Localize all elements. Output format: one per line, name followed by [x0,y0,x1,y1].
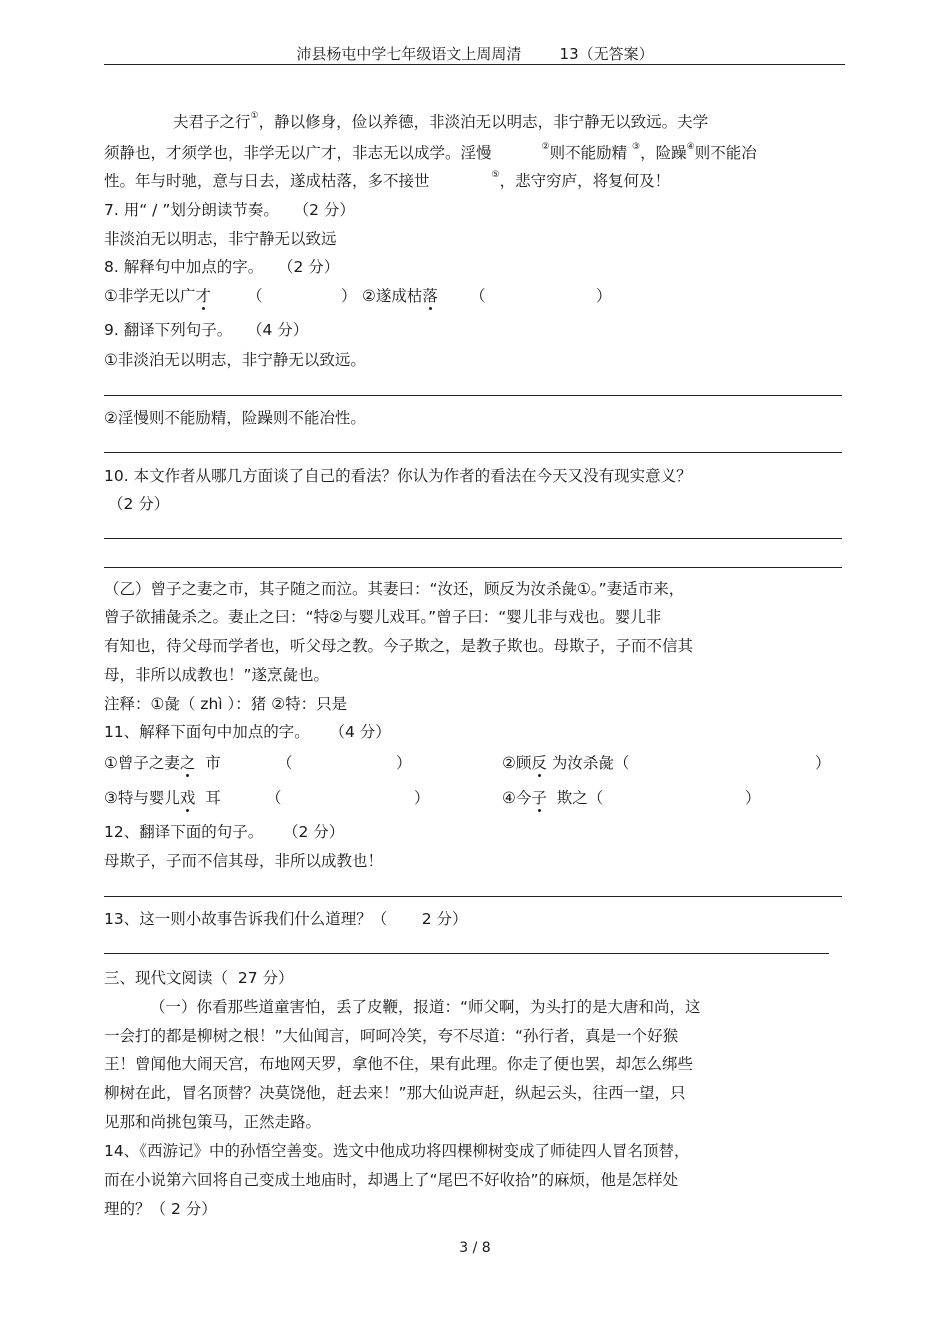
q11-blank-4-close: ） [745,789,761,807]
page-header [0,43,950,64]
q14-line-2: 而在小说第六回将自己变成土地庙时，却遇上了“尾巴不好收拾”的麻烦，他是怎样处 [104,1171,679,1189]
footnote-mark: ④ [686,142,695,152]
q11-blank-3-open: （ [266,789,282,807]
q8-item-2: ②遂成枯落 [362,287,438,305]
q11-item-2: ②顾反 为汝杀彘（ [502,754,630,772]
q11-stem: 11、解释下面句中加点的字。 （4 分） [104,723,391,741]
passage-c-line-2: 一会打的都是柳树之根！”大仙闻言，呵呵冷笑，夸不尽道：“孙行者，真是一个好猴 [104,1027,679,1045]
q11-blank-1-open: （ [277,754,293,772]
q10-stem: 10. 本文作者从哪几方面谈了自己的看法？你认为作者的看法在今天又没有现实意义？ [104,467,692,485]
q11-item-4: ④今子 欺之（ [502,789,604,807]
q9-sentence-2: ②淫慢则不能励精，险躁则不能冶性。 [104,409,366,427]
q14-line-3: 理的？（ 2 分） [104,1200,217,1218]
passage-b-line-4: 母，非所以成教也！”遂烹彘也。 [104,666,330,684]
answer-line [104,896,842,897]
q8-item-1: ①非学无以广才 [104,287,211,305]
passage-c-line-3: 王！曾闻他大闹天宫，布地网天罗，拿他不住，果有此理。你走了便也罢，却怎么绑些 [104,1055,694,1073]
q8-blank-1-close: ） [341,287,357,305]
dotted-char: 子 [531,789,547,807]
passage-b-line-1: （乙）曾子之妻之市，其子随之而泣。其妻曰：“汝还，顾反为汝杀彘①。”妻适市来， [104,580,685,598]
passage-b-line-3: 有知也，待父母而学者也，听父母之教。今子欺之，是教子欺也。母欺子，子而不信其 [104,637,694,655]
q9-sentence-1: ①非淡泊无以明志，非宁静无以致远。 [104,351,366,369]
q11-blank-1-close: ） [396,754,412,772]
dotted-char: 反 [531,754,547,772]
q7-sentence: 非淡泊无以明志，非宁静无以致远 [104,230,337,248]
passage-a-line-2: 须静也，才须学也，非学无以广才，非志无以成学。淫慢 ②则不能励精 ③，险躁④则不能冶 [104,142,757,162]
passage-c-line-4: 柳树在此，冒名顶替？决莫饶他，赶去来！”那大仙说声赶，纵起云头，往西一望，只 [104,1084,686,1102]
dotted-char: 戏 [179,789,196,807]
passage-b-note: 注释：①彘（ zhì ）：猪 ②特：只是 [104,695,348,713]
q13-stem: 13、这一则小故事告诉我们什么道理？（ 2 分） [104,910,468,928]
q11-blank-3-close: ） [414,789,430,807]
answer-line [104,395,842,396]
q8-stem: 8. 解释句中加点的字。 （2 分） [104,258,340,276]
header-rule [104,64,845,65]
dotted-char: 才 [195,287,211,305]
header-subtitle: 13（无答案） [559,45,654,63]
q8-blank-2-open: （ [470,287,486,305]
q11-blank-2-close: ） [815,754,831,772]
answer-line [104,953,829,954]
dotted-char: 之 [179,754,196,772]
passage-a-line-1: 夫君子之行①，静以修身，俭以养德，非淡泊无以明志，非宁静无以致远。夫学 [173,111,709,131]
passage-c-line-5: 见那和尚挑包策马，正然走路。 [104,1113,322,1131]
passage-c-line-1: （一）你看那些道童害怕，丢了皮鞭，报道：“师父啊，为头打的是大唐和尚，这 [150,998,701,1016]
q9-stem: 9. 翻译下列句子。 （4 分） [104,321,309,339]
q12-sentence: 母欺子，子而不信其母，非所以成教也！ [104,852,384,870]
footnote-mark: ① [250,111,259,121]
answer-line [104,538,842,539]
section-3-title: 三、现代文阅读（ 27 分） [104,969,294,987]
q11-item-1: ①曾子之妻之 市 [104,754,221,772]
q7-stem: 7. 用“ / ”划分朗读节奏。 （2 分） [104,201,355,219]
q8-blank-2-close: ） [596,287,612,305]
passage-b-line-2: 曾子欲捕彘杀之。妻止之曰：“特②与婴儿戏耳。”曾子曰：“婴儿非与戏也。婴儿非 [104,608,662,626]
q10-score: （2 分） [108,495,170,513]
q11-item-3: ③特与婴儿戏 耳 [104,789,221,807]
footnote-mark: ② [541,142,550,152]
footnote-mark: ③ [632,142,641,152]
page-number: 3 / 8 [459,1240,491,1256]
footnote-mark: ⑤ [491,170,500,180]
header-title: 沛县杨屯中学七年级语文上周周清 [296,45,522,63]
answer-line [104,452,842,453]
q8-blank-1-open: （ [247,287,263,305]
passage-a-line-3: 性。年与时驰，意与日去，遂成枯落，多不接世 ⑤，悲守穷庐，将复何及！ [104,170,671,190]
q14-line-1: 14、《西游记》中的孙悟空善变。选文中他成功将四棵柳树变成了师徒四人冒名顶替， [104,1142,690,1160]
q12-stem: 12、翻译下面的句子。 （2 分） [104,823,345,841]
dotted-char: 落 [422,287,438,305]
answer-line [104,567,842,568]
